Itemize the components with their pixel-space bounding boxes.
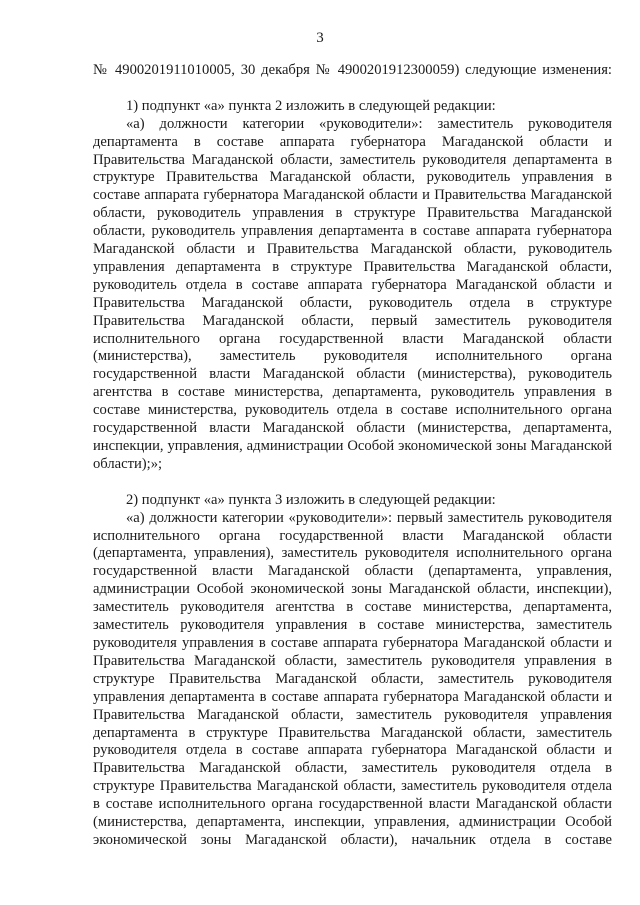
paragraph-gap [93, 474, 612, 492]
item-1-heading: 1) подпункт «а» пункта 2 изложить в следующей редакции: [126, 97, 496, 114]
paragraph-gap [93, 80, 612, 98]
page-number: 3 [316, 30, 324, 46]
item-2-heading: 2) подпункт «а» пункта 3 изложить в следующей редакции: [126, 491, 496, 508]
item-2-body: «а) должности категории «руководители»: первый заместитель руководителя исполнительного органа государственной власти Магаданской области (департамента, управления), заместитель руководителя исполнительного органа государственной власти Магаданской области (департамента, управления, администрации Особой экономической зоны Магаданской области, инспекции), заместитель руководителя агентства в составе министерства, департамента, заместитель руководителя управления в составе министерства, заместитель руководителя управления в составе аппарата губернатора Магаданской области и Правительства Магаданской области, заместитель руководителя управления в структуре Правительства Магаданской области, заместитель руководителя управления департамента в составе аппарата губернатора Магаданской области и Правительства Магаданской области, заместитель руководителя управления департамента в структуре Правительства Магаданской области, заместитель руководителя отдела в составе аппарата губернатора Магаданской области и Правительства Магаданской области, заместитель руководителя отдела в структуре Правительства Магаданской области, заместитель руководителя отдела в составе исполнительного органа государственной власти Магаданской области (министерства, департамента, инспекции, управления, администрации Особой экономической зоны Магаданской области), начальник отдела в составе [93, 509, 612, 848]
item-1-body: «а) должности категории «руководители»: заместитель руководителя департамента в составе аппарата губернатора Магаданской области и Правительства Магаданской области, заместитель руководителя департамента в структуре Правительства Магаданской области, руководитель управления в составе аппарата губернатора Магаданской области и Правительства Магаданской области, руководитель управления в структуре Правительства Магаданской области, руководитель управления департамента в составе аппарата губернатора Магаданской области и Правительства Магаданской области, руководитель управления департамента в структуре Правительства Магаданской области, руководитель отдела в составе аппарата губернатора Магаданской области и Правительства Магаданской области, руководитель отдела в структуре Правительства Магаданской области, первый заместитель руководителя исполнительного органа государственной власти Магаданской области (министерства), заместитель руководителя исполнительного органа государственной власти Магаданской области (министерства), руководитель агентства в составе министерства, департамента, руководитель управления в составе министерства, руководитель отдела в составе исполнительного органа государственной власти Магаданской области (министерства, департамента, инспекции, управления, администрации Особой экономической зоны Магаданской области);»; [93, 115, 612, 472]
intro-line: № 4900201911010005, 30 декабря № 4900201912300059) следующие изменения: [93, 62, 612, 78]
document-body [93, 62, 612, 850]
